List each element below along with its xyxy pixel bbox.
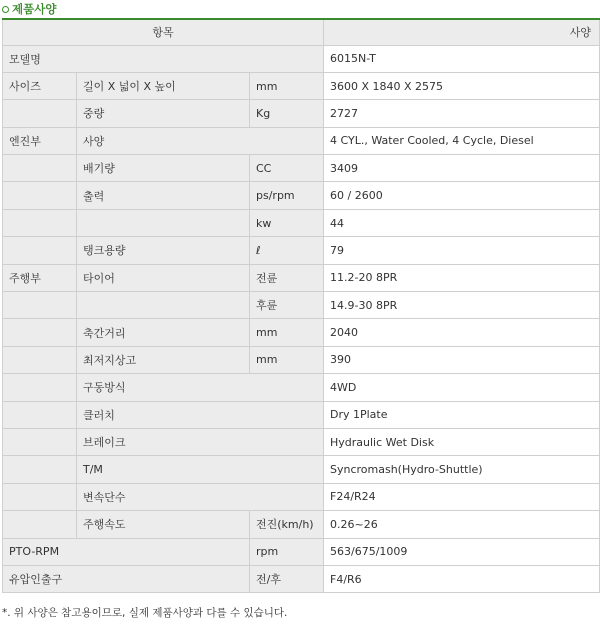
table-row xyxy=(3,45,600,72)
empty-group-cell xyxy=(3,428,77,455)
table-row xyxy=(3,72,600,99)
spec-table xyxy=(2,18,600,593)
weight-unit: Kg xyxy=(250,100,324,127)
weight-item: 중량 xyxy=(77,100,250,127)
tire-rear-value: 14.9-30 8PR xyxy=(324,292,600,319)
empty-group-cell xyxy=(3,100,77,127)
drive-type-item: 구동방식 xyxy=(77,374,324,401)
pto-value: 563/675/1009 xyxy=(324,538,600,565)
ground-clearance-value: 390 xyxy=(324,346,600,373)
size-unit: mm xyxy=(250,72,324,99)
size-group: 사이즈 xyxy=(3,72,77,99)
wheelbase-value: 2040 xyxy=(324,319,600,346)
table-row xyxy=(3,264,600,291)
table-row xyxy=(3,127,600,154)
output-kw-unit: kw xyxy=(250,209,324,236)
section-title-text: 제품사양 xyxy=(12,2,57,16)
table-row xyxy=(3,100,600,127)
hydraulic-label: 유압인출구 xyxy=(3,565,250,592)
table-row xyxy=(3,374,600,401)
engine-group: 엔진부 xyxy=(3,127,77,154)
table-row xyxy=(3,319,600,346)
speed-unit: 전진(km/h) xyxy=(250,511,324,538)
gears-item: 변속단수 xyxy=(77,483,324,510)
wheelbase-item: 축간거리 xyxy=(77,319,250,346)
empty-item-cell xyxy=(77,209,250,236)
header-spec: 사양 xyxy=(324,19,600,45)
empty-group-cell xyxy=(3,401,77,428)
size-value: 3600 X 1840 X 2575 xyxy=(324,72,600,99)
empty-group-cell xyxy=(3,209,77,236)
output-item: 출력 xyxy=(77,182,250,209)
table-row xyxy=(3,565,600,592)
tank-value: 79 xyxy=(324,237,600,264)
ground-clearance-unit: mm xyxy=(250,346,324,373)
clutch-value: Dry 1Plate xyxy=(324,401,600,428)
header-item: 항목 xyxy=(3,19,324,45)
pto-unit: rpm xyxy=(250,538,324,565)
gears-value: F24/R24 xyxy=(324,483,600,510)
tank-unit: ℓ xyxy=(250,237,324,264)
drive-group: 주행부 xyxy=(3,264,77,291)
empty-group-cell xyxy=(3,237,77,264)
tire-front-unit: 전륜 xyxy=(250,264,324,291)
table-row xyxy=(3,511,600,538)
empty-group-cell xyxy=(3,346,77,373)
clutch-item: 클러치 xyxy=(77,401,324,428)
table-row xyxy=(3,428,600,455)
brake-item: 브레이크 xyxy=(77,428,324,455)
engine-spec-value: 4 CYL., Water Cooled, 4 Cycle, Diesel xyxy=(324,127,600,154)
ground-clearance-item: 최저지상고 xyxy=(77,346,250,373)
displacement-value: 3409 xyxy=(324,155,600,182)
empty-item-cell xyxy=(77,292,250,319)
table-row xyxy=(3,209,600,236)
tire-rear-unit: 후륜 xyxy=(250,292,324,319)
table-row xyxy=(3,483,600,510)
hydraulic-unit: 전/후 xyxy=(250,565,324,592)
wheelbase-unit: mm xyxy=(250,319,324,346)
brake-value: Hydraulic Wet Disk xyxy=(324,428,600,455)
pto-label: PTO-RPM xyxy=(3,538,250,565)
output-kw-value: 44 xyxy=(324,209,600,236)
tm-item: T/M xyxy=(77,456,324,483)
size-item: 길이 X 넓이 X 높이 xyxy=(77,72,250,99)
empty-group-cell xyxy=(3,292,77,319)
tire-front-value: 11.2-20 8PR xyxy=(324,264,600,291)
tm-value: Syncromash(Hydro-Shuttle) xyxy=(324,456,600,483)
tank-item: 탱크용량 xyxy=(77,237,250,264)
hydraulic-value: F4/R6 xyxy=(324,565,600,592)
table-row xyxy=(3,538,600,565)
empty-group-cell xyxy=(3,483,77,510)
engine-spec-item: 사양 xyxy=(77,127,324,154)
drive-type-value: 4WD xyxy=(324,374,600,401)
table-row xyxy=(3,182,600,209)
table-row xyxy=(3,346,600,373)
table-header-row xyxy=(3,19,600,45)
table-row xyxy=(3,237,600,264)
speed-item: 주행속도 xyxy=(77,511,250,538)
weight-value: 2727 xyxy=(324,100,600,127)
output-ps-value: 60 / 2600 xyxy=(324,182,600,209)
empty-group-cell xyxy=(3,155,77,182)
displacement-unit: CC xyxy=(250,155,324,182)
table-row xyxy=(3,401,600,428)
empty-group-cell xyxy=(3,511,77,538)
model-label: 모델명 xyxy=(3,45,324,72)
table-row xyxy=(3,456,600,483)
empty-group-cell xyxy=(3,182,77,209)
output-ps-unit: ps/rpm xyxy=(250,182,324,209)
empty-group-cell xyxy=(3,456,77,483)
table-row xyxy=(3,292,600,319)
circle-bullet-icon xyxy=(2,6,9,13)
empty-group-cell xyxy=(3,374,77,401)
table-row xyxy=(3,155,600,182)
section-title xyxy=(2,2,56,16)
footnote: *. 위 사양은 참고용이므로, 실제 제품사양과 다를 수 있습니다. xyxy=(2,607,288,619)
model-value: 6015N-T xyxy=(324,45,600,72)
speed-value: 0.26~26 xyxy=(324,511,600,538)
empty-group-cell xyxy=(3,319,77,346)
tire-item: 타이어 xyxy=(77,264,250,291)
displacement-item: 배기량 xyxy=(77,155,250,182)
